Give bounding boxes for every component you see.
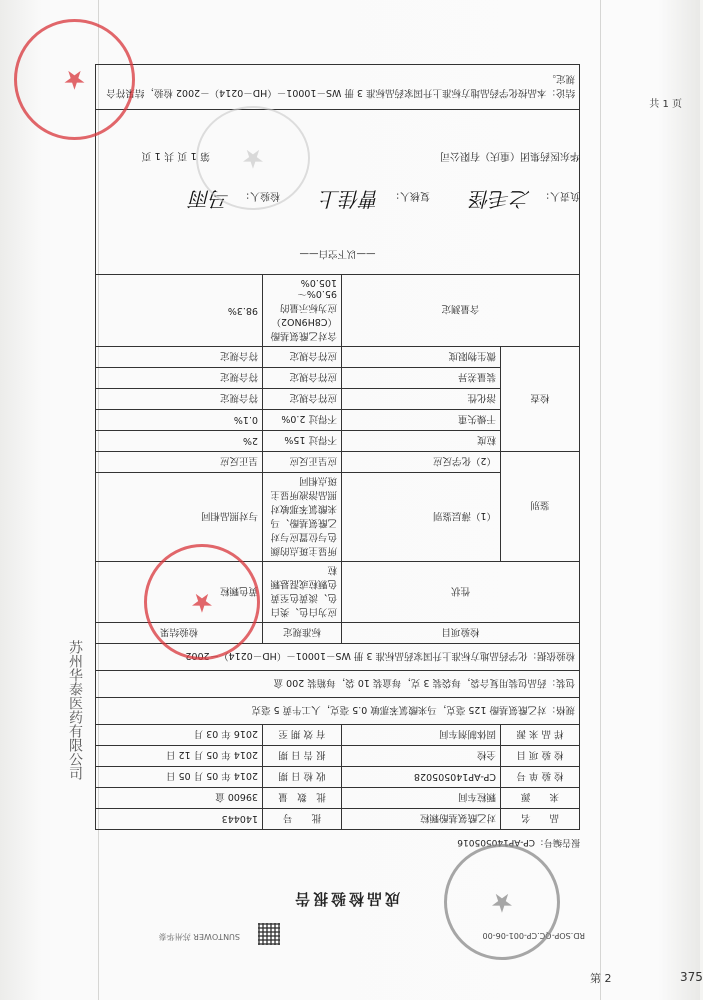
approver-signature: 之毛怪 xyxy=(470,187,530,211)
reviewer-label: 复核人： xyxy=(390,190,430,201)
table-row: 检 验 单 号 CP-AP140505028 收 检 日 期 2014 年 05 月 05 日 xyxy=(96,767,580,788)
report-title: 成品检验报告 xyxy=(291,890,400,908)
table-row: 结论：本品按化学药品地方标准上升国家药品标准 3 册 WS－10001－（HD－0214）－2002 检验，结果符合规定。 xyxy=(96,65,580,110)
doc-code: RD.SOP-QC.CP-001-06-00 xyxy=(482,931,585,940)
page-footer: 第 1 页 共 1 页 xyxy=(141,150,210,161)
table-row: 规格：对乙酰氨基酚 125 毫克，马来酸氯苯那敏 0.5 毫克，人工牛黄 5 毫克 xyxy=(96,698,580,725)
table-row: 来 源 颗粒车间 批 数 量 39600 盒 xyxy=(96,788,580,809)
vertical-company-text: 苏州华泰医药有限公司 xyxy=(67,640,83,780)
quality-stamp-bottom xyxy=(14,19,135,140)
company-logo: SUNTOWER 苏州华泰 xyxy=(158,932,240,941)
table-row: 含量测定 含对乙酰氨基酚（C8H9NO2）应为标示量的 95.0%～105.0% 98.3% xyxy=(96,275,580,347)
stamp-star-icon: ★ xyxy=(241,143,265,173)
table-row: （2）化学反应 应呈正反应 呈正反应 xyxy=(96,452,580,473)
table-row: 微生物限度 应符合规定 符合规定 xyxy=(96,347,580,368)
reviewer-signature: 曹佳上 xyxy=(320,187,380,211)
table-row: ——以下空白—— xyxy=(96,110,580,275)
table-row: 鉴别 （1）薄层鉴别 所显主斑点的颜色与位置应与对乙酰氨基酚、马来酸氯苯那敏对照品溶液所显主斑点相同 与对照品相同 xyxy=(96,473,580,562)
company-stamp-top xyxy=(444,844,560,960)
company-footer: 华东医药集团（重庆）有限公司 xyxy=(440,150,580,161)
edge-note-right: 共 1 页 xyxy=(649,99,682,110)
report-number: 报告编号：CP-AP140505016 xyxy=(457,837,580,847)
approver-label: 负责人： xyxy=(540,190,580,201)
edge-page-mark: 第 2 xyxy=(590,972,612,985)
table-row: 品 名 对乙酰氨基酚颗粒 批 号 140443 xyxy=(96,809,580,830)
table-row: 性状 应为白色、类白色、淡黄色至黄色颗粒或混悬颗粒 黄色颗粒 xyxy=(96,562,580,623)
stamp-star-icon: ★ xyxy=(490,887,514,917)
stamp-star-icon: ★ xyxy=(190,587,214,617)
table-row: 干燥失重 不得过 2.0% 0.1% xyxy=(96,410,580,431)
table-row: 检 验 项 目 全检 报 告 日 期 2014 年 05 月 12 日 xyxy=(96,746,580,767)
qr-code-icon xyxy=(258,923,280,945)
table-row: 检查 粒度 不得过 15% 2% xyxy=(96,431,580,452)
table-header-row: 检验项目 标准规定 检验结果 xyxy=(96,623,580,644)
quality-stamp-mid xyxy=(144,544,260,660)
faint-stamp xyxy=(196,106,310,210)
inspector-signature: 马雨 xyxy=(190,187,230,211)
table-row: 溶化性 应符合规定 符合规定 xyxy=(96,389,580,410)
inspector-label: 检验人： xyxy=(240,190,280,201)
table-row: 检验依据：化学药品地方标准上升国家药品标准 3 册 WS－10001－（HD－0214）－2002 xyxy=(96,644,580,671)
table-row: 包装：药品包装用复合袋，每袋装 3 克，每盒装 10 袋，每箱装 200 盒 xyxy=(96,671,580,698)
inspection-table xyxy=(95,64,580,830)
edge-number: 375 xyxy=(680,970,703,984)
table-row: 样 品 来 源 固体制剂车间 有 效 期 至 2016 年 03 月 xyxy=(96,725,580,746)
stamp-star-icon: ★ xyxy=(62,64,87,95)
table-row: 装量差异 应符合规定 符合规定 xyxy=(96,368,580,389)
